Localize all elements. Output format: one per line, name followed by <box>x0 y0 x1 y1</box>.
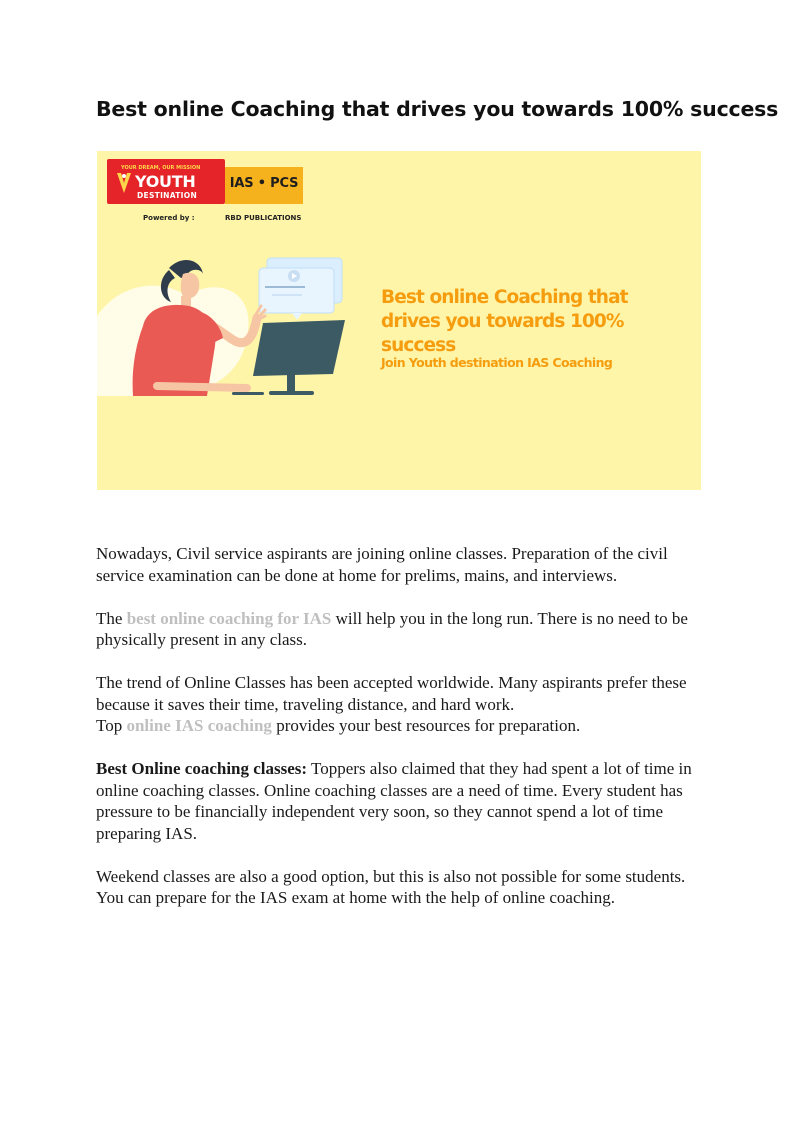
logo-publisher: RBD PUBLICATIONS <box>225 214 302 222</box>
logo-emblem-icon <box>115 171 133 195</box>
paragraph-best-coaching <box>96 608 706 651</box>
logo-tagline: YOUR DREAM, OUR MISSION <box>121 165 201 171</box>
online-ias-coaching-link[interactable]: online IAS coaching <box>126 716 272 735</box>
paragraph-text: Nowadays, Civil service aspirants are joining online classes. Preparation of the civil service examination can be done at home for prelims, mains, and interviews. <box>96 544 668 585</box>
paragraph-text: The <box>96 608 127 628</box>
youth-destination-logo <box>107 159 302 222</box>
logo-powered-by: Powered by : <box>143 214 195 222</box>
article-body <box>96 543 706 930</box>
video-window-icon <box>259 258 342 320</box>
logo-brand-line1: YOUTH <box>135 172 196 191</box>
paragraph-weekend <box>96 866 706 909</box>
page-title: Best online Coaching that drives you towards 100% success <box>96 97 779 121</box>
paragraph-text: Top <box>96 716 127 735</box>
logo-exam-badge: IAS • PCS <box>229 176 299 191</box>
paragraph-text: The trend of Online Classes has been accepted worldwide. Many aspirants prefer these because it saves their time, traveling distance, and hard work. <box>96 673 687 714</box>
paragraph-lead-heading: Best Online coaching classes: <box>96 759 308 778</box>
logo-brand-line2: DESTINATION <box>137 191 198 200</box>
paragraph-text: Weekend classes are also a good option, but this is also not possible for some students. You can prepare for the IAS exam at home with the help of online coaching. <box>96 866 686 907</box>
paragraph-toppers <box>96 758 706 844</box>
paragraph-text: Toppers also claimed that they had spent a lot of time in online coaching classes. Online coaching classes are a need of time. Every student has pressure to be financially independent very soon, so they cannot spend a lot of time preparing IAS. <box>96 759 692 843</box>
student-at-computer-illustration <box>97 246 377 406</box>
paragraph-text: provides your best resources for preparation. <box>271 716 581 735</box>
banner-subheadline: Join Youth destination IAS Coaching <box>381 355 613 370</box>
paragraph-intro <box>96 543 706 586</box>
paragraph-text: will help you in the long run. There is no need to be physically present in any class. <box>96 608 688 649</box>
banner-headline: Best online Coaching that drives you towards 100% success <box>381 287 628 356</box>
hero-banner-image <box>97 151 701 490</box>
paragraph-trend <box>96 672 706 737</box>
best-online-coaching-link[interactable]: best online coaching for IAS <box>126 608 332 628</box>
